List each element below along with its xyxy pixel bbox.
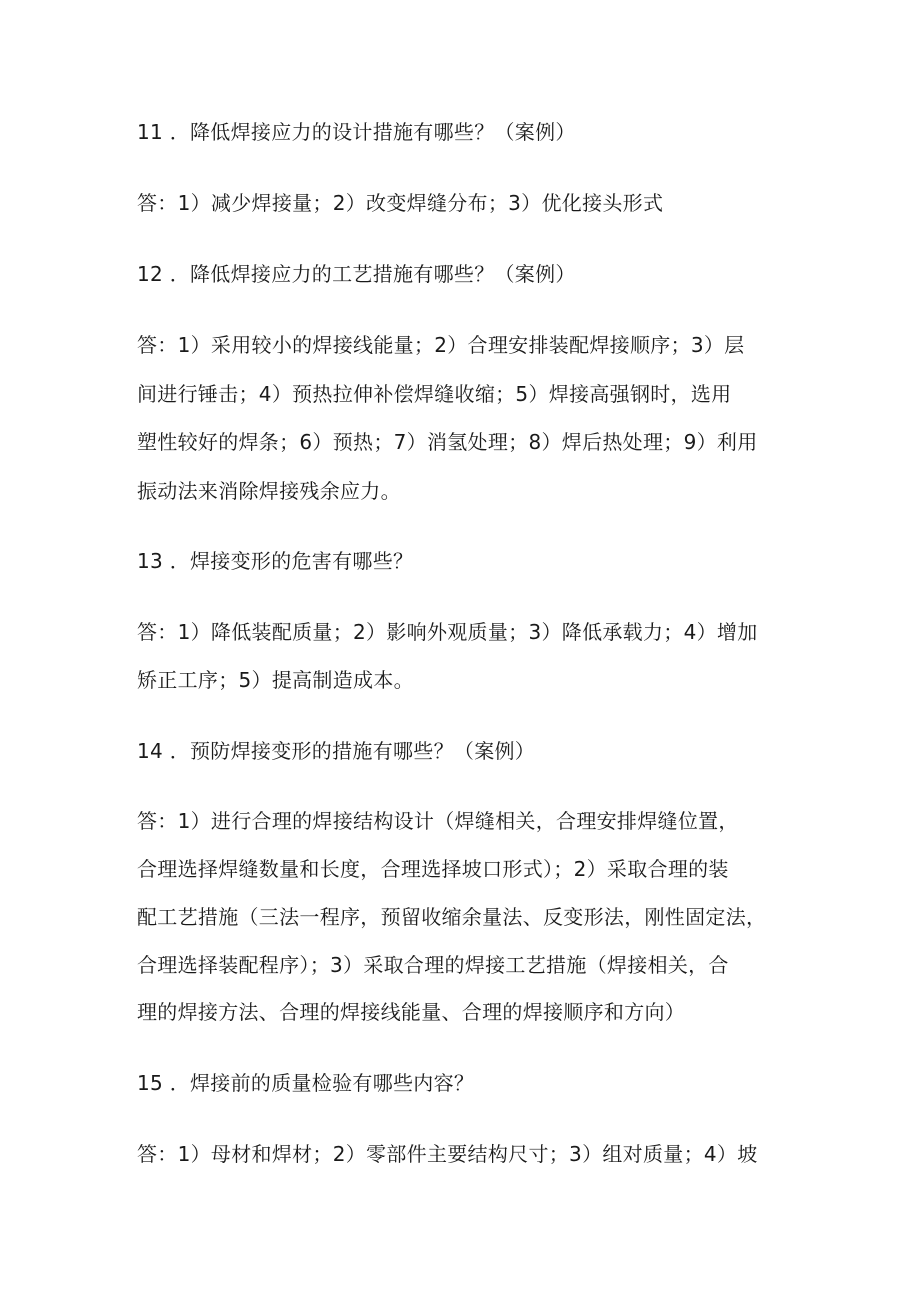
answer-14-line-5: 理的焊接方法、合理的焊接线能量、合理的焊接顺序和方向） (137, 1000, 686, 1024)
answer-14-line-2: 合理选择焊缝数量和长度，合理选择坡口形式）；2）采取合理的装 (137, 857, 729, 881)
question-15: 15 ．焊接前的质量检验有哪些内容？ (137, 1071, 475, 1095)
question-14: 14 ．预防焊接变形的措施有哪些？（案例） (137, 739, 536, 763)
answer-13-line-2: 矫正工序；5）提高制造成本。 (137, 668, 414, 692)
question-13: 13 ．焊接变形的危害有哪些？ (137, 549, 414, 573)
answer-12-line-1: 答：1）采用较小的焊接线能量；2）合理安排装配焊接顺序；3）层 (137, 333, 745, 357)
answer-14-line-1: 答：1）进行合理的焊接结构设计（焊缝相关，合理安排焊缝位置， (137, 809, 739, 833)
answer-14-line-4: 合理选择装配程序）；3）采取合理的焊接工艺措施（焊接相关，合 (137, 953, 729, 977)
answer-14-line-3: 配工艺措施（三法一程序，预留收缩余量法、反变形法，刚性固定法， (137, 905, 767, 929)
question-12: 12 ．降低焊接应力的工艺措施有哪些？（案例） (137, 262, 576, 286)
question-11: 11 ．降低焊接应力的设计措施有哪些？（案例） (137, 120, 576, 144)
answer-15-line-1: 答：1）母材和焊材；2）零部件主要结构尺寸；3）组对质量；4）坡 (137, 1142, 758, 1166)
answer-11: 答：1）减少焊接量；2）改变焊缝分布；3）优化接头形式 (137, 191, 664, 215)
answer-12-line-2: 间进行锤击；4）预热拉伸补偿焊缝收缩；5）焊接高强钢时，选用 (137, 382, 732, 406)
answer-12-line-4: 振动法来消除焊接残余应力。 (137, 479, 401, 503)
answer-13-line-1: 答：1）降低装配质量；2）影响外观质量；3）降低承载力；4）增加 (137, 620, 758, 644)
answer-12-line-3: 塑性较好的焊条；6）预热；7）消氢处理；8）焊后热处理；9）利用 (137, 430, 758, 454)
